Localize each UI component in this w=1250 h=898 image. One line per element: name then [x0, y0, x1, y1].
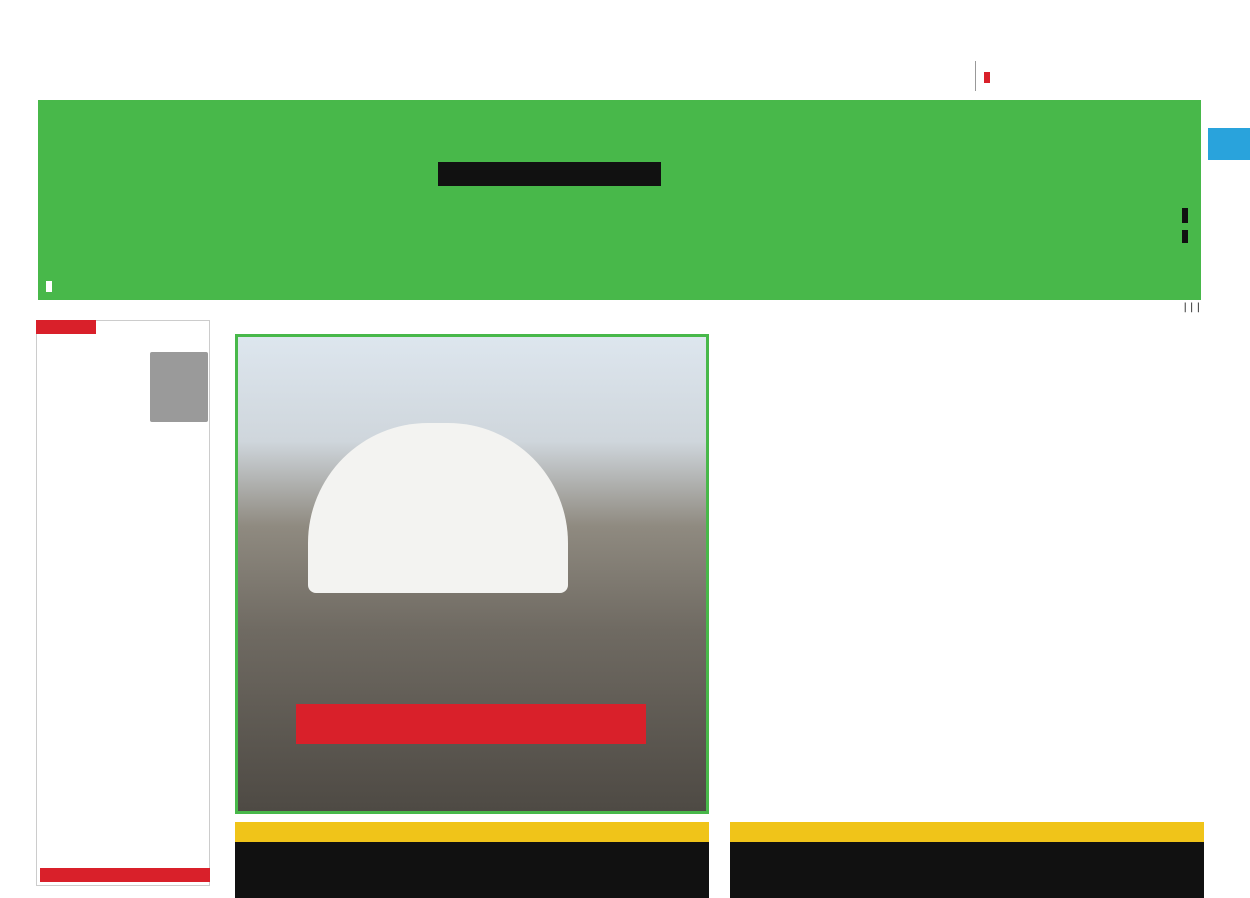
top-headline-page [984, 72, 990, 83]
tent-illustration [308, 423, 568, 593]
bottom-center-kicker [235, 822, 709, 842]
masthead-blue-block [1208, 128, 1250, 160]
right-box-page [1182, 230, 1188, 243]
main-headline[interactable] [730, 440, 1190, 562]
date-line: | | | [1183, 302, 1200, 313]
bottom-right-story[interactable] [730, 822, 1204, 898]
photo-headline[interactable] [296, 704, 646, 744]
editorial-author-photo [150, 352, 208, 422]
editorial-author [60, 392, 148, 406]
main-body [732, 690, 1206, 711]
bottom-right-kicker [730, 822, 1204, 842]
editorial-label [36, 320, 96, 334]
right-box-body [860, 208, 1188, 245]
left-box-page [46, 274, 52, 293]
bottom-center-story[interactable] [235, 822, 709, 898]
editorial-continued[interactable] [40, 868, 210, 882]
newspaper-logo [430, 108, 830, 298]
top-headline[interactable] [250, 58, 990, 104]
main-deck [728, 340, 1206, 360]
